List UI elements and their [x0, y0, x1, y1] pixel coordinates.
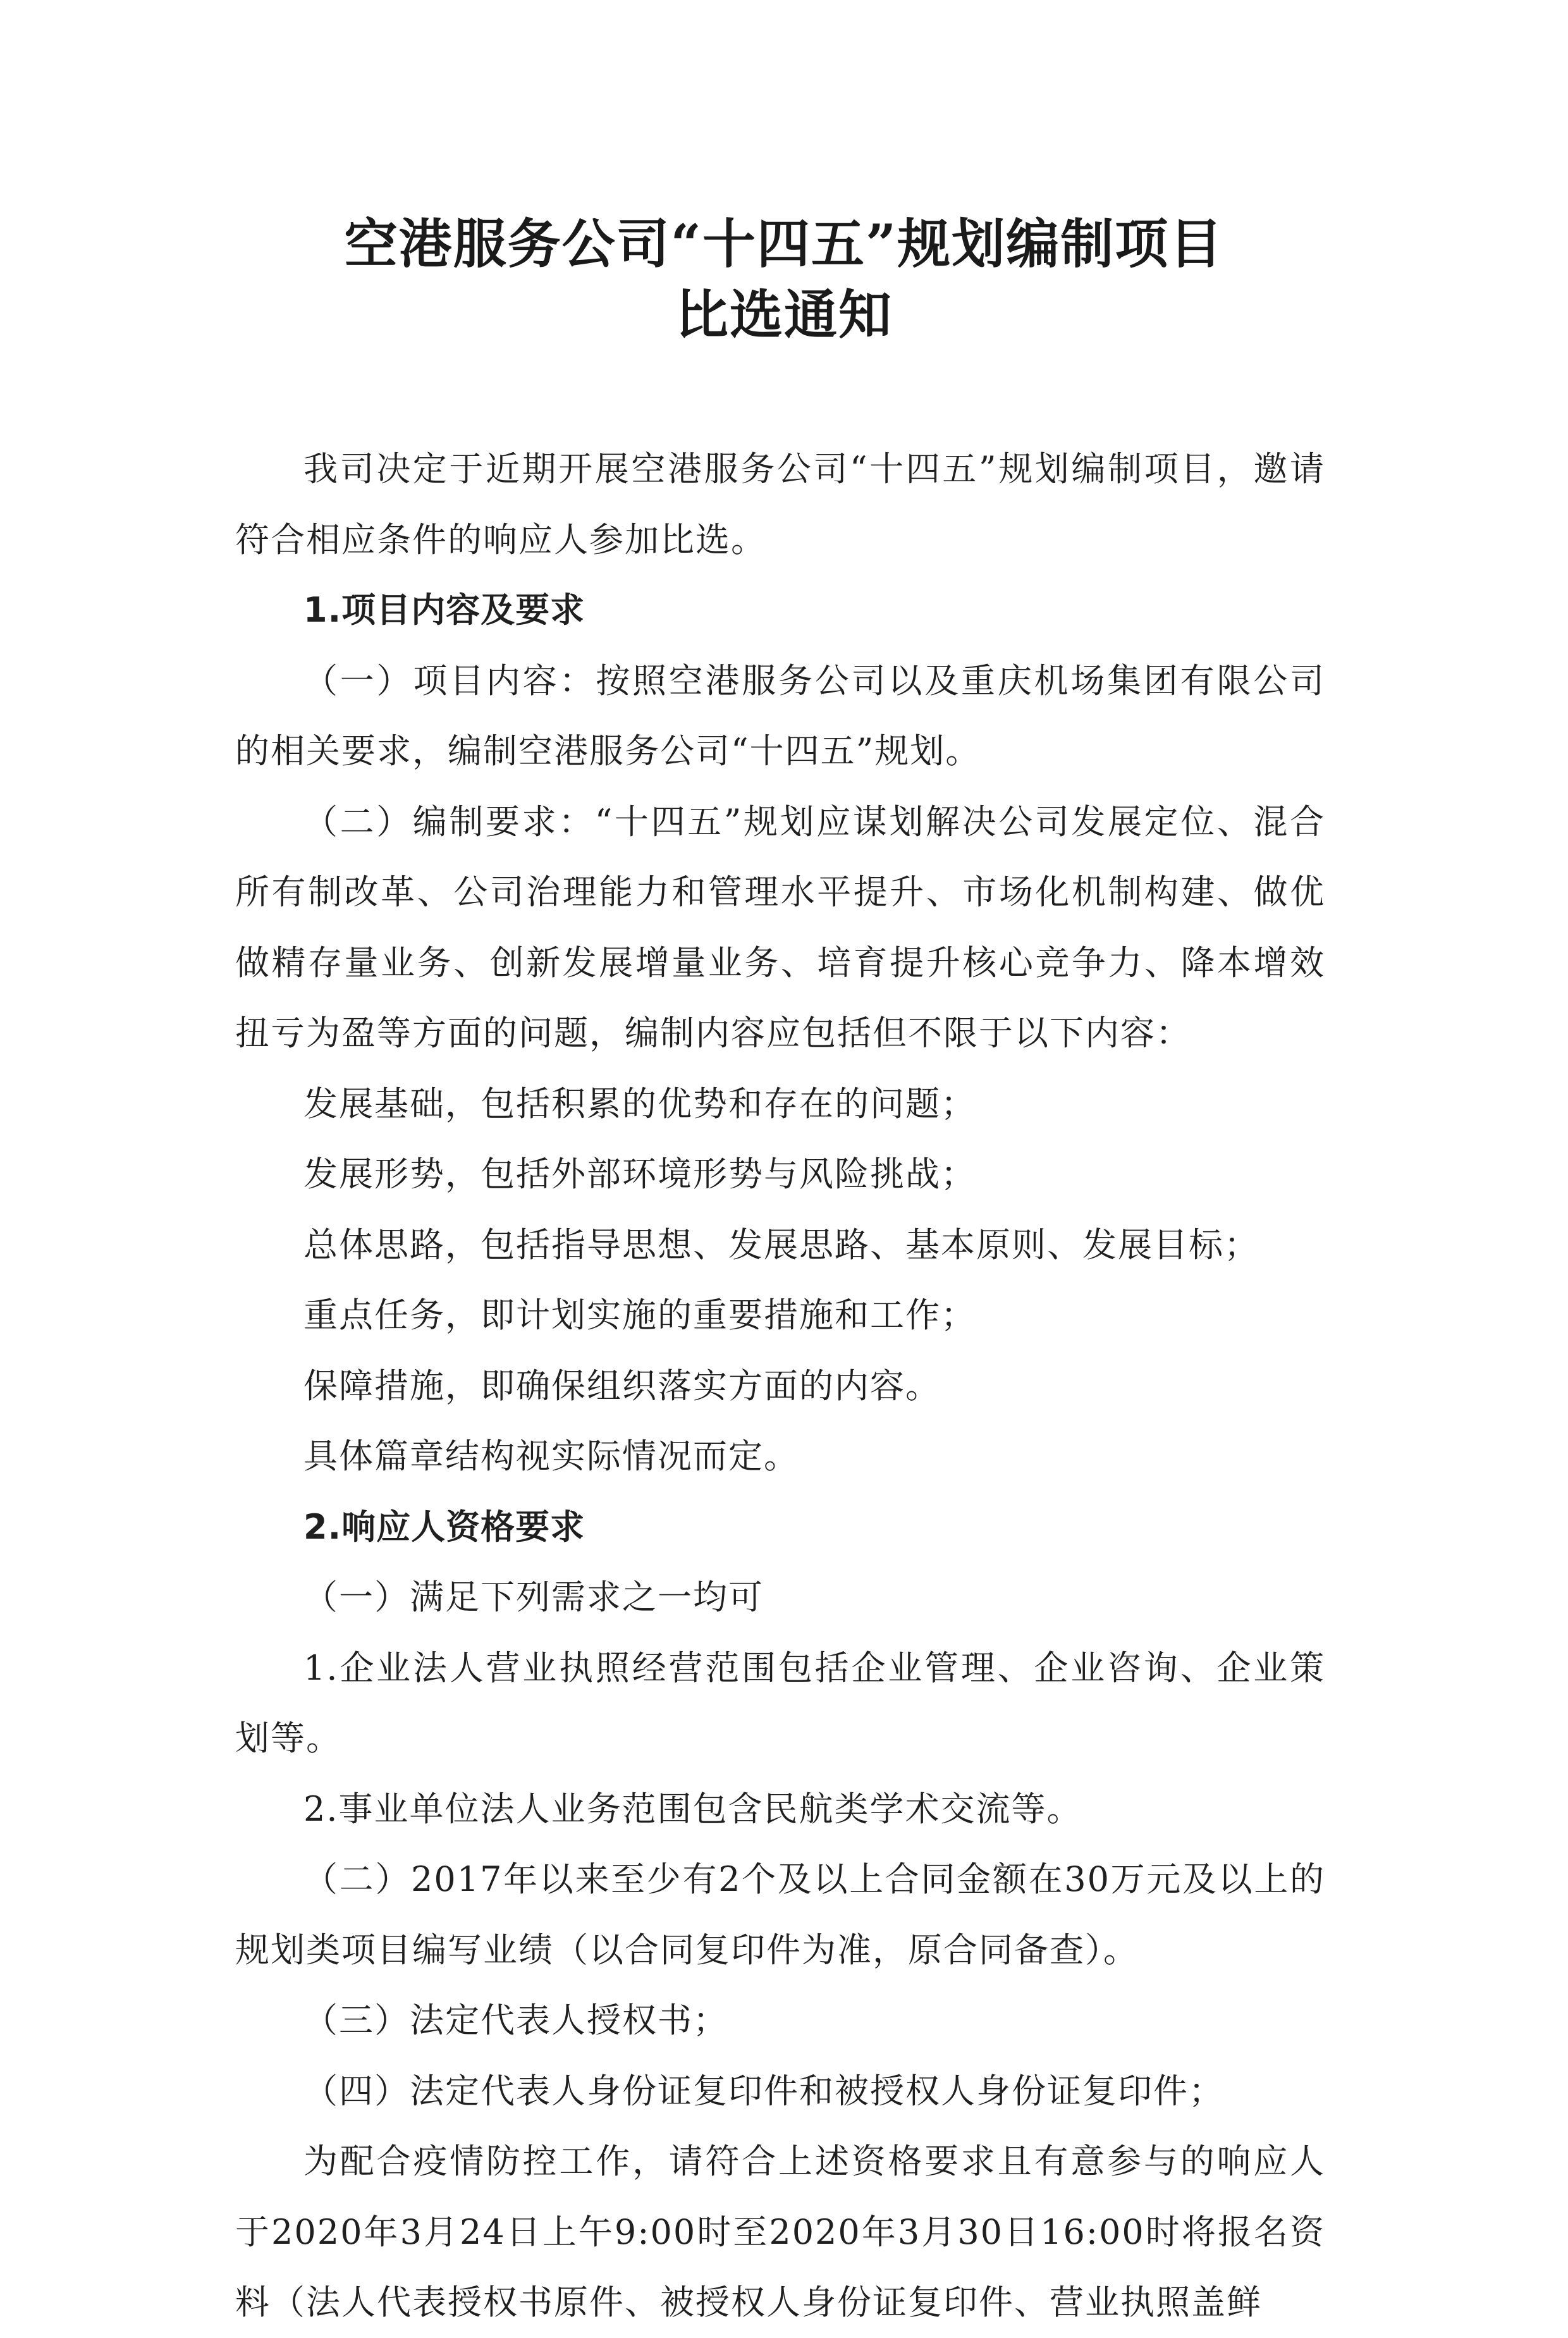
paragraph: 1.企业法人营业执照经营范围包括企业管理、企业咨询、企业策划等。 — [235, 1647, 1325, 1758]
section-heading: 1.项目内容及要求 — [303, 590, 585, 630]
paragraph: （一）满足下列需求之一均可 — [303, 1577, 764, 1617]
document-title-line-1: 空港服务公司“十四五”规划编制项目 — [344, 212, 1224, 275]
paragraph: （三）法定代表人授权书； — [303, 2000, 728, 2040]
paragraph: 保障措施，即确保组织落实方面的内容。 — [303, 1365, 941, 1406]
paragraph: 我司决定于近期开展空港服务公司“十四五”规划编制项目，邀请符合相应条件的响应人参加比选。 — [235, 449, 1325, 560]
paragraph: 总体思路，包括指导思想、发展思路、基本原则、发展目标； — [303, 1224, 1259, 1265]
paragraph: （二）2017年以来至少有2个及以上合同金额在30万元及以上的规划类项目编写业绩（以合同复印件为准，原合同备查）。 — [235, 1859, 1325, 1970]
paragraph: （四）法定代表人身份证复印件和被授权人身份证复印件； — [303, 2070, 1224, 2111]
section-heading: 2.响应人资格要求 — [303, 1506, 585, 1547]
paragraph: 发展形势，包括外部环境形势与风险挑战； — [303, 1154, 976, 1194]
document-title-line-2: 比选通知 — [675, 283, 893, 346]
document-body — [235, 434, 1325, 2338]
paragraph: 具体篇章结构视实际情况而定。 — [303, 1436, 799, 1476]
paragraph: 2.事业单位法人业务范围包含民航类学术交流等。 — [303, 1788, 1082, 1829]
paragraph: 为配合疫情防控工作，请符合上述资格要求且有意参与的响应人于2020年3月24日上午9:00时至2020年3月30日16:00时将报名资料（法人代表授权书原件、被授权人身份证复印件、营业执照盖鲜 — [235, 2141, 1325, 2322]
paragraph: （二）编制要求：“十四五”规划应谋划解决公司发展定位、混合所有制改革、公司治理能力和管理水平提升、市场化机制构建、做优做精存量业务、创新发展增量业务、培育提升核心竞争力、降本增效扭亏为盈等方面的问题，编制内容应包括但不限于以下内容： — [235, 801, 1325, 1053]
paragraph: （一）项目内容：按照空港服务公司以及重庆机场集团有限公司的相关要求，编制空港服务公司“十四五”规划。 — [235, 660, 1325, 771]
paragraph: 重点任务，即计划实施的重要措施和工作； — [303, 1295, 976, 1335]
paragraph: 发展基础，包括积累的优势和存在的问题； — [303, 1083, 976, 1124]
